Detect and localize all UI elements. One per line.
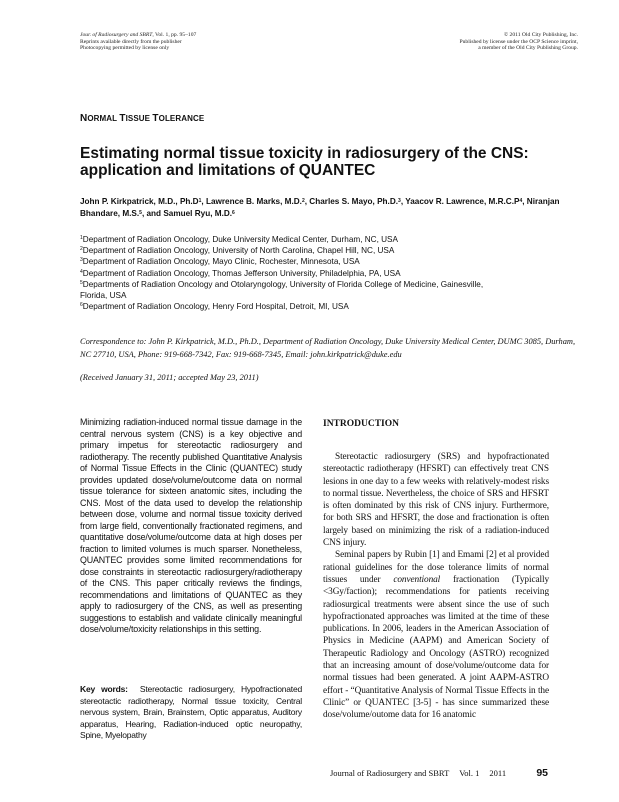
affiliation-mark: 3 — [80, 257, 83, 264]
header-journal-name: Jour. of Radiosurgery and SBRT — [80, 32, 153, 38]
introduction-body — [323, 451, 549, 722]
affiliation — [80, 256, 560, 267]
keywords-label: Key words: — [80, 684, 128, 694]
affiliation — [80, 279, 495, 301]
author-affiliation-mark: 4 — [519, 198, 523, 204]
affiliation-mark: 2 — [80, 246, 83, 253]
affiliation-mark: 6 — [80, 302, 83, 309]
author-name: Lawrence B. Marks, M.D. — [205, 197, 302, 206]
footer-volume: Vol. 1 — [459, 768, 480, 778]
article-title-line: application and limitations of QUANTEC — [80, 162, 376, 179]
author-affiliation-mark: 2 — [301, 198, 305, 204]
affiliation-text: Department of Radiation Oncology, Henry Ford Hospital, Detroit, MI, USA — [82, 302, 349, 312]
author-name: John P. Kirkpatrick, M.D., Ph.D — [80, 197, 199, 206]
header-photocopy-note: Photocopying permitted by license only — [80, 45, 170, 52]
article-title — [80, 145, 560, 179]
author-list — [80, 196, 580, 220]
author-separator: , — [522, 197, 527, 206]
author — [309, 197, 405, 206]
section-label-cap: T — [152, 113, 159, 124]
section-label-cap: N — [80, 113, 88, 124]
affiliation-text: Departments of Radiation Oncology and Otolaryngology, University of Florida College of Medicine, Gainesville, Florida, USA — [80, 279, 484, 301]
correspondence: Correspondence to: John P. Kirkpatrick, M.D., Ph.D., Department of Radiation Oncology, Duke University Medical Center, DUMC 3085, Durham, NC 27710, USA, Phone: 919-668-7342, Fax: 919-668-7345, Email: john.kirkpatrick@duke.edu — [80, 337, 576, 359]
introduction-paragraph: Stereotactic radiosurgery (SRS) and hypofractionated stereotactic radiotherapy (HFSRT) can effectively treat CNS lesions in one day to a few weeks with relatively-modest risks to normal tissue. Nevertheless, the choice of SRS and HFSRT is often dominated by this risk of CNS injury. Furthermore, for both SRS and HFSRT, the dose and fractionation is often largely based on minimizing the risk of a radiation-induced CNS injury. — [323, 452, 549, 549]
header-publisher-group: a member of the Old City Publishing Group. — [478, 45, 578, 52]
affiliation — [80, 234, 560, 245]
section-label-rest: ISSUE — [125, 114, 151, 123]
introduction-heading: INTRODUCTION — [323, 419, 400, 429]
section-label-rest: ORMAL — [87, 114, 118, 123]
header-reprints-note: Reprints available directly from the publisher — [80, 38, 182, 45]
author-affiliation-mark: 5 — [139, 210, 142, 216]
abstract: Minimizing radiation-induced normal tissue damage in the central nervous system (CNS) is a key objective and primary impetus for stereotactic radiosurgery and radiotherapy. The recently published Quantitative Analysis of Normal Tissue Effects in the Clinic (QUANTEC) study provides updated dose/volume/outcome data on normal tissue tolerance for sixteen anatomic sites, including the CNS. Most of the data used to develop the relationship between dose, volume and normal tissue toxicity derived from large field, conventionally fractionated regimens, and quantitative dose/volume/outcome data at high doses per fraction to limited volumes is much sparser. Nonetheless, QUANTEC provides some limited recommendations for dose constraints in stereotactic radiosurgery/radiotherapy of the CNS. This paper critically reviews the findings, recommendations and limitations of QUANTEC as they apply to radiosurgery of the CNS, as well as presenting suggestions to establish and validate clinically meaningful dose/volume/toxicity relationships in this setting. — [80, 417, 302, 634]
keywords — [80, 684, 302, 742]
author-affiliation-mark: 1 — [198, 198, 202, 204]
author-name: Samuel Ryu, M.D. — [163, 209, 233, 218]
affiliation-text: Department of Radiation Oncology, Mayo Clinic, Rochester, Minnesota, USA — [82, 257, 360, 267]
author — [163, 209, 234, 218]
affiliation — [80, 268, 560, 279]
affiliation-mark: 1 — [80, 235, 83, 241]
author-separator: , and — [141, 209, 164, 218]
author — [405, 197, 527, 206]
author — [206, 197, 309, 206]
emphasis-text: conventional — [393, 574, 441, 585]
header-license-note: Published by license under the OCP Science imprint, — [459, 38, 578, 45]
affiliation-list — [80, 234, 560, 312]
article-title-line: Estimating normal tissue toxicity in radiosurgery of the CNS: — [80, 145, 529, 162]
header-citation-block — [80, 32, 196, 52]
author-separator: , — [400, 197, 406, 206]
header-citation-line — [80, 32, 196, 39]
author-name: Niranjan Bhandare, M.S. — [80, 197, 560, 218]
author-affiliation-mark: 3 — [398, 198, 401, 204]
affiliation-mark: 5 — [80, 279, 83, 286]
author-separator: , — [304, 197, 310, 206]
author-name: Yaacov R. Lawrence, M.R.C.P — [405, 197, 520, 206]
affiliation — [80, 301, 560, 312]
affiliation-text: Department of Radiation Oncology, University of North Carolina, Chapel Hill, NC, USA — [82, 246, 395, 256]
author-separator: , — [201, 197, 206, 206]
footer-year: 2011 — [489, 768, 507, 778]
section-label-cap: T — [119, 113, 126, 124]
introduction-paragraph — [323, 549, 549, 721]
page-number: 95 — [536, 767, 548, 779]
affiliation-text: Department of Radiation Oncology, Thomas Jefferson University, Philadelphia, PA, USA — [82, 268, 401, 278]
keywords-text: Stereotactic radiosurgery, Hypofractionated stereotactic radiotherapy, Normal tissue toxicity, Central nervous system, Brain, Brainstem, Optic apparatus, Auditory apparatus, Hearing, Radiation-induced optic neuropathy, Spine, Myelopathy — [80, 684, 303, 740]
paragraph-text: fractionation (Typically <3Gy/faction); recommendations for patients receiving radiosurgical treatments were absent since the use of such hypofractionated approaches was limited at the time of these publications. In 2006, leaders in the American Association of Physics in Medicine (AAPM) and American Society of Therapeutic Radiology and Oncology (ASTRO) recognized that an increasing amount of dose/volume/outcome data for normal tissues had been generated. A joint AAPM-ASTRO effort - “Quantitative Analysis of Normal Tissue Effects in the Clinic” or QUANTEC [3-5] - has since summarized these dose/volume/outome data for 16 anatomic — [323, 574, 550, 721]
paragraph-text: Seminal papers by Rubin [1] and Emami [2] et al provided rational guidelines for the dose tolerance limits of normal tissues under — [323, 550, 549, 585]
header-copyright-block — [400, 32, 578, 52]
footer-journal: Journal of Radiosurgery and SBRT — [330, 768, 450, 778]
page-footer — [330, 767, 548, 779]
affiliation-text: Department of Radiation Oncology, Duke University Medical Center, Durham, NC, USA — [82, 235, 398, 244]
section-label — [80, 113, 204, 124]
author — [80, 197, 206, 206]
affiliation — [80, 245, 560, 256]
affiliation-mark: 4 — [80, 268, 83, 275]
header-copyright: © 2011 Old City Publishing, Inc. — [503, 32, 578, 38]
section-label-rest: OLERANCE — [158, 114, 205, 123]
author-name: Charles S. Mayo, Ph.D. — [309, 197, 399, 206]
header-citation-pages: , Vol. 1, pp. 95–107 — [152, 32, 197, 38]
author-affiliation-mark: 6 — [232, 210, 235, 216]
received-dates: (Received January 31, 2011; accepted May 23, 2011) — [80, 373, 259, 382]
